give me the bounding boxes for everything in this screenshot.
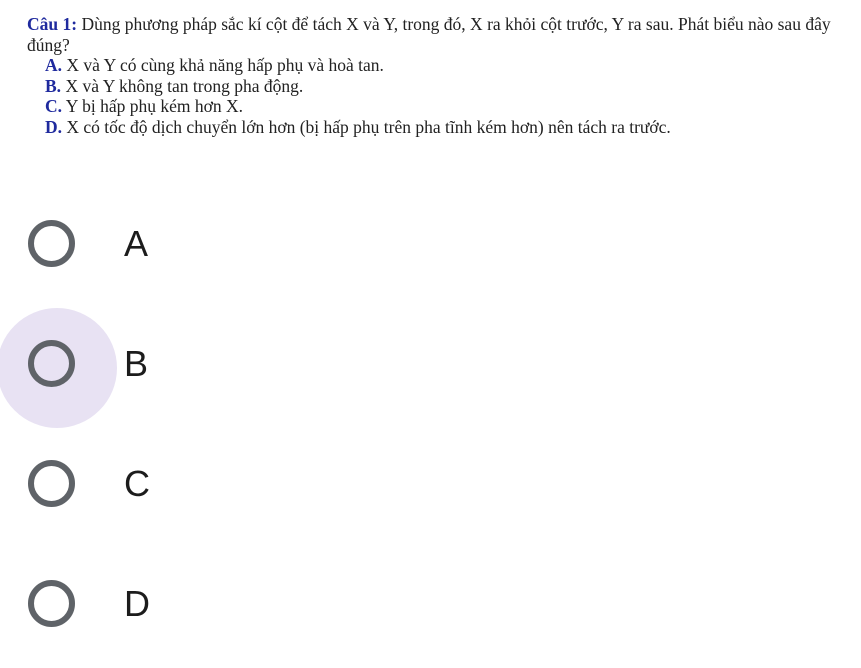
choice-text: Y bị hấp phụ kém hơn X.: [62, 96, 244, 116]
question-text: Dùng phương pháp sắc kí cột để tách X và Y, trong đó, X ra khỏi cột trước, Y ra sau. Phát biểu nào sau đây đúng?: [27, 14, 831, 55]
choice-text: X và Y có cùng khả năng hấp phụ và hoà tan.: [62, 55, 384, 75]
answer-option-d[interactable]: [0, 548, 861, 668]
answer-option-a[interactable]: [0, 188, 861, 308]
choice-letter: C.: [45, 96, 63, 116]
radio-unchecked-icon[interactable]: [28, 580, 75, 627]
question-number: Câu 1:: [27, 14, 78, 34]
radio-unchecked-icon[interactable]: [28, 220, 75, 267]
answer-option-c[interactable]: [0, 428, 861, 548]
choice-b: [27, 76, 857, 97]
radio-unchecked-icon[interactable]: [28, 460, 75, 507]
choice-d: [27, 117, 857, 138]
question-stem: [27, 14, 857, 55]
question-block: [27, 14, 857, 137]
choice-text: X và Y không tan trong pha động.: [61, 75, 304, 96]
choice-letter: A.: [45, 55, 63, 75]
answer-option-b[interactable]: [0, 308, 861, 428]
choice-text: X có tốc độ dịch chuyển lớn hơn (bị hấp phụ trên pha tĩnh kém hơn) nên tách ra trước.: [62, 116, 671, 137]
choice-c: [27, 96, 857, 117]
choice-a: [27, 55, 857, 76]
answer-radio-group: [0, 188, 861, 668]
answer-option-label[interactable]: A: [124, 223, 149, 264]
choice-letter: B.: [45, 75, 62, 96]
answer-option-label[interactable]: D: [124, 583, 150, 624]
answer-option-label[interactable]: B: [124, 343, 149, 384]
radio-unchecked-icon[interactable]: [28, 340, 75, 387]
answer-option-label[interactable]: C: [124, 463, 150, 504]
choice-letter: D.: [45, 116, 63, 137]
